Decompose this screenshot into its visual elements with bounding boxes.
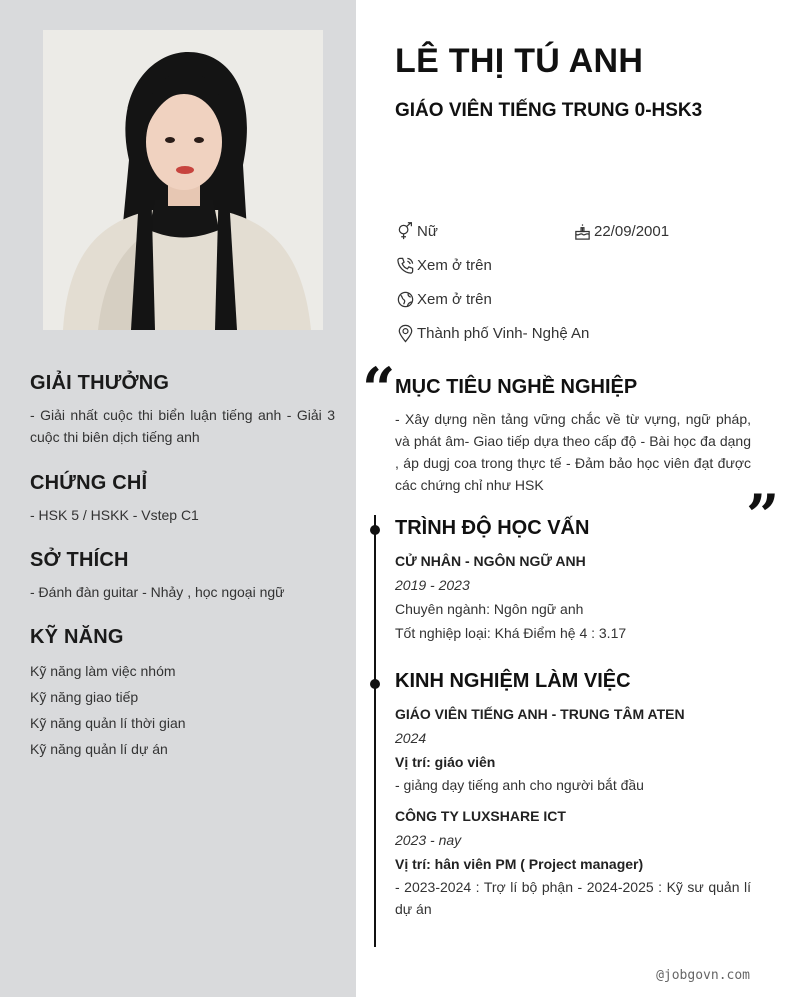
- phone-text: Xem ở trên: [417, 256, 492, 274]
- education-period: 2019 - 2023: [395, 577, 470, 593]
- certificates-section: [30, 472, 335, 526]
- job-position: Vị trí: giáo viên: [395, 754, 496, 770]
- skill-item: Kỹ năng giao tiếp: [30, 689, 139, 705]
- job-company: CÔNG TY LUXSHARE ICT: [395, 808, 566, 824]
- website-text: Xem ở trên: [417, 290, 492, 308]
- experience-heading: KINH NGHIỆM LÀM VIỆC: [395, 670, 631, 692]
- objective-heading: MỤC TIÊU NGHỀ NGHIỆP: [395, 376, 638, 398]
- profile-photo: [43, 30, 323, 330]
- job-period: 2024: [395, 730, 427, 746]
- skills-heading: KỸ NĂNG: [30, 626, 124, 648]
- awards-section: [30, 372, 335, 448]
- certificates-heading: CHỨNG CHỈ: [30, 472, 148, 494]
- experience-section: [395, 670, 751, 920]
- left-sidebar: [0, 0, 356, 997]
- website-info: [394, 288, 492, 310]
- address-info: [394, 322, 589, 344]
- open-quote-icon: “: [362, 355, 396, 423]
- objective-section: [395, 376, 751, 496]
- education-degree: CỬ NHÂN - NGÔN NGỮ ANH: [395, 553, 586, 569]
- phone-icon: [394, 254, 416, 276]
- birthday-info: [571, 220, 669, 242]
- hobbies-text: - Đánh đàn guitar - Nhảy , học ngoại ngữ: [30, 584, 285, 600]
- education-grade: Tốt nghiệp loại: Khá Điểm hệ 4 : 3.17: [395, 625, 627, 641]
- timeline-dot: [370, 525, 380, 535]
- awards-text: - Giải nhất cuộc thi biển luận tiếng anh - Giải 3 cuộc thi biên dịch tiếng anh: [30, 407, 335, 445]
- skill-item: Kỹ năng làm việc nhóm: [30, 663, 176, 679]
- close-quote-icon: ”: [746, 482, 780, 550]
- experience-item: [395, 804, 751, 920]
- gender-icon: [394, 220, 416, 242]
- job-description: - 2023-2024 : Trợ lí bộ phận - 2024-2025 : Kỹ sư quản lí dự án: [395, 879, 751, 917]
- education-major: Chuyên ngành: Ngôn ngữ anh: [395, 601, 584, 617]
- watermark: @jobgovn.com: [656, 968, 750, 983]
- job-company: GIÁO VIÊN TIẾNG ANH - TRUNG TÂM ATEN: [395, 706, 685, 722]
- cake-icon: [571, 220, 593, 242]
- experience-item: [395, 702, 751, 796]
- location-pin-icon: [394, 322, 416, 344]
- hobbies-section: [30, 549, 335, 603]
- education-heading: TRÌNH ĐỘ HỌC VẤN: [395, 517, 590, 539]
- candidate-name: LÊ THỊ TÚ ANH: [395, 42, 644, 80]
- birthday-text: 22/09/2001: [594, 222, 670, 240]
- address-text: Thành phố Vinh- Nghệ An: [417, 324, 590, 342]
- awards-heading: GIẢI THƯỞNG: [30, 372, 170, 394]
- gender-text: Nữ: [417, 222, 438, 240]
- timeline-dot: [370, 679, 380, 689]
- timeline-line: [374, 515, 376, 947]
- certificates-text: - HSK 5 / HSKK - Vstep C1: [30, 507, 199, 523]
- job-position: Vị trí: hân viên PM ( Project manager): [395, 856, 644, 872]
- skill-item: Kỹ năng quản lí dự án: [30, 741, 168, 757]
- skill-item: Kỹ năng quản lí thời gian: [30, 715, 186, 731]
- hobbies-heading: SỞ THÍCH: [30, 549, 129, 571]
- job-title: GIÁO VIÊN TIẾNG TRUNG 0-HSK3: [395, 100, 703, 121]
- gender-info: [394, 220, 438, 242]
- education-section: [395, 517, 751, 645]
- objective-text: - Xây dựng nền tảng vững chắc về từ vựng, ngữ pháp, và phát âm- Giao tiếp dựa theo cấp độ - Bài học đa dạng , áp dugj coa trong thực tế - Đảm bảo học viên đạt được các chứng chỉ như HSK: [395, 411, 751, 493]
- skills-section: [30, 626, 335, 762]
- globe-icon: [394, 288, 416, 310]
- job-description: - giảng dạy tiếng anh cho người bắt đầu: [395, 777, 644, 793]
- phone-info: [394, 254, 492, 276]
- job-period: 2023 - nay: [395, 832, 462, 848]
